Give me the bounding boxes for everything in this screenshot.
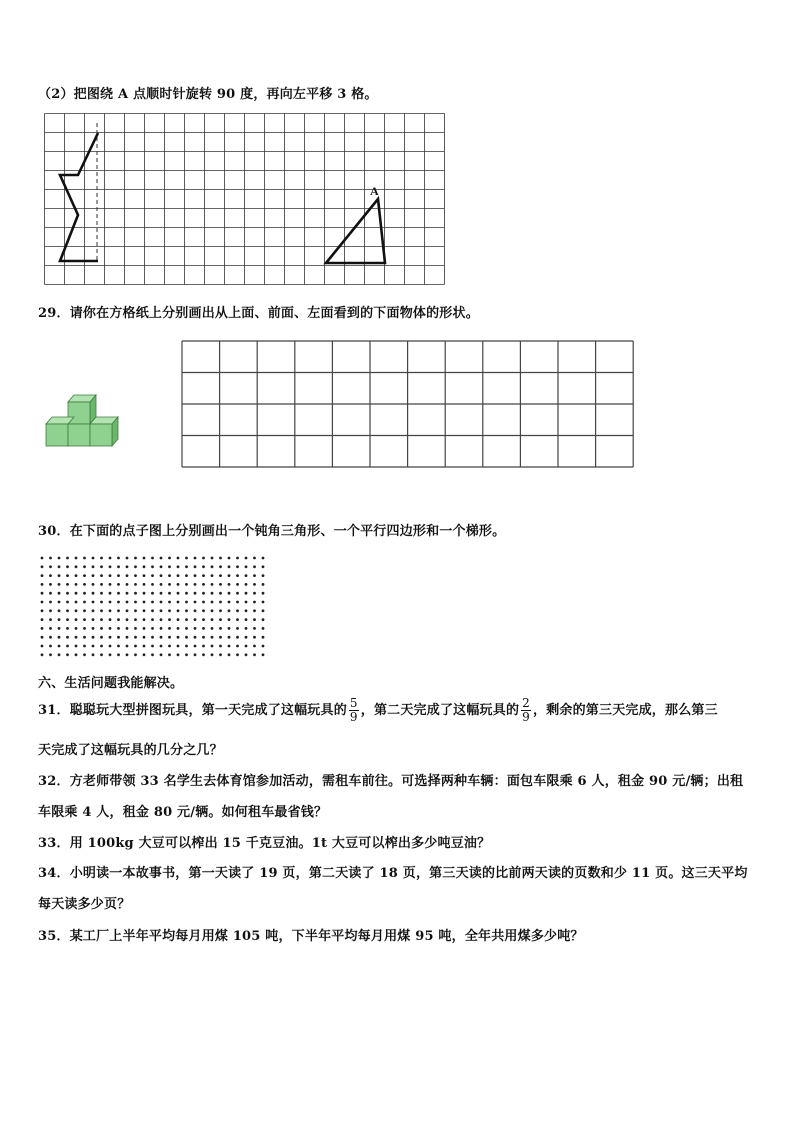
fraction-two-ninths: $\frac{2}{9}$	[522, 696, 530, 724]
q29-text: 29．请你在方格纸上分别画出从上面、前面、左面看到的下面物体的形状。	[38, 306, 479, 321]
section6-heading: 六、生活问题我能解决。	[38, 676, 184, 691]
view-drawing-grid	[181, 340, 635, 470]
point-a-label: A	[370, 184, 379, 198]
left-shape-outline	[60, 133, 98, 261]
q34-line1: 34．小明读一本故事书，第一天读了 19 页，第二天读了 18 页，第三天读的比前两天读的页数和少 11 页。这三天平均	[38, 866, 748, 881]
q31-part-a: 31．聪聪玩大型拼图玩具，第一天完成了这幅玩具的	[38, 703, 347, 718]
rotation-grid-figure	[44, 113, 446, 285]
dot-grid	[38, 554, 270, 662]
q32-line1: 32．方老师带领 33 名学生去体育馆参加活动，需租车前往。可选择两种车辆：面包车限乘 6 人，租金 90 元/辆；出租	[38, 774, 744, 789]
fraction-five-ninths: $\frac{5}{9}$	[349, 696, 358, 724]
cube-stack-figure	[42, 390, 126, 450]
cube-bottom-middle	[68, 424, 90, 446]
q32-line2: 车限乘 4 人，租金 80 元/辆。如何租车最省钱？	[38, 805, 328, 820]
q31-line2: 天完成了这幅玩具的几分之几？	[38, 743, 223, 758]
q31-line1	[38, 697, 718, 724]
q33-text: 33．用 100kg 大豆可以榨出 15 千克豆油。1t 大豆可以榨出多少吨豆油？	[38, 836, 491, 851]
q35-text: 35．某工厂上半年平均每月用煤 105 吨，下半年平均每月用煤 95 吨，全年共用煤多少吨？	[38, 929, 584, 944]
q31-part-c: ，剩余的第三天完成，那么第三	[533, 703, 718, 718]
q28-part2-text: （2）把图绕 A 点顺时针旋转 90 度，再向左平移 3 格。	[38, 87, 378, 102]
q30-text: 30．在下面的点子图上分别画出一个钝角三角形、一个平行四边形和一个梯形。	[38, 524, 506, 539]
q31-part-b: ，第二天完成了这幅玩具的	[360, 703, 520, 718]
cube-bottom-right	[90, 417, 118, 446]
q34-line2: 每天读多少页？	[38, 897, 131, 912]
